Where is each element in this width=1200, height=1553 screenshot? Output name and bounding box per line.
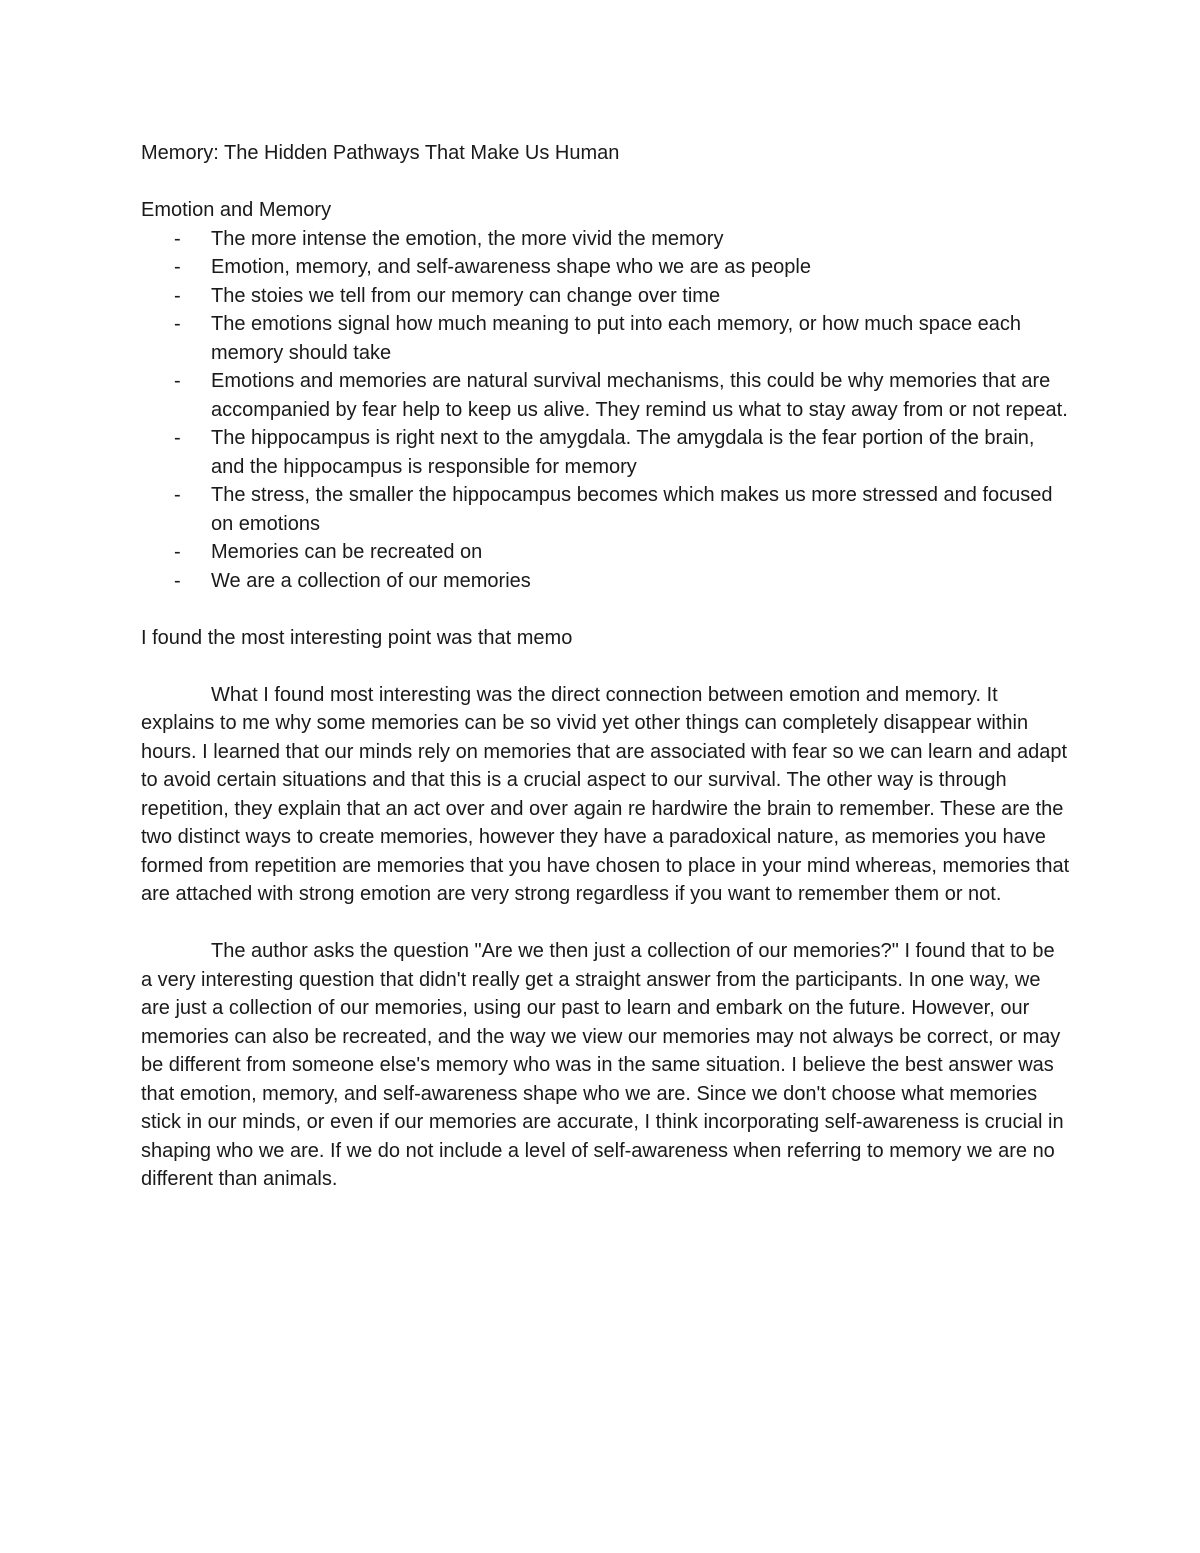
spacer bbox=[141, 595, 1071, 624]
section-heading: Emotion and Memory bbox=[141, 199, 332, 221]
list-item bbox=[141, 253, 1071, 282]
list-item-text: The stress, the smaller the hippocampus becomes which makes us more stressed and focused on emotions bbox=[211, 484, 1053, 535]
document-page bbox=[141, 139, 1071, 1194]
list-item bbox=[141, 282, 1071, 311]
bullet-marker: - bbox=[174, 313, 181, 335]
bullet-list bbox=[141, 225, 1071, 596]
bullet-marker: - bbox=[174, 569, 181, 592]
list-item bbox=[141, 538, 1071, 567]
bullet-marker: - bbox=[174, 541, 181, 563]
bullet-marker: - bbox=[174, 256, 181, 278]
list-item-text: The hippocampus is right next to the amygdala. The amygdala is the fear portion of the brain, and the hippocampus is responsible for memory bbox=[211, 427, 1035, 478]
list-item bbox=[141, 367, 1071, 424]
list-item-text: Emotions and memories are natural survival mechanisms, this could be why memories that are accompanied by fear help to keep us alive. They remind us what to stay away from or not repeat. bbox=[211, 370, 1068, 421]
list-item bbox=[141, 481, 1071, 538]
bullet-marker: - bbox=[174, 484, 181, 506]
bullet-marker: - bbox=[174, 370, 181, 392]
spacer bbox=[141, 909, 1071, 938]
spacer bbox=[141, 652, 1071, 681]
body-paragraph: The author asks the question "Are we then just a collection of our memories?" I found that to be a very interesting question that didn't really get a straight answer from the participants. In one way, we are just a collection of our memories, using our past to learn and embark on the future. However, our memories can also be recreated, and the way we view our memories may not always be correct, or may be different from someone else's memory who was in the same situation. I believe the best answer was that emotion, memory, and self-awareness shape who we are. Since we don't choose what memories stick in our minds, or even if our memories are accurate, I think incorporating self-awareness is crucial in shaping who we are. If we do not include a level of self-awareness when referring to memory we are no different than animals. bbox=[141, 940, 1064, 1190]
list-item bbox=[141, 225, 1071, 254]
list-item-text: The stoies we tell from our memory can change over time bbox=[211, 284, 721, 307]
list-item-text: Memories can be recreated on bbox=[211, 541, 483, 563]
bullet-marker: - bbox=[174, 427, 181, 449]
body-paragraph: What I found most interesting was the direct connection between emotion and memory. It explains to me why some memories can be so vivid yet other things can completely disappear within hours. I learned that our minds rely on memories that are associated with fear so we can learn and adapt to avoid certain situations and that this is a crucial aspect to our survival. The other way is through repetition, they explain that an act over and over again re hardwire the brain to remember. These are the two distinct ways to create memories, however they have a paradoxical nature, as memories you have formed from repetition are memories that you have chosen to place in your mind whereas, memories that are attached with strong emotion are very strong regardless if you want to remember them or not. bbox=[141, 683, 1070, 905]
list-item-text: The emotions signal how much meaning to put into each memory, or how much space each memory should take bbox=[211, 313, 1022, 364]
spacer bbox=[141, 168, 1071, 197]
document-title: Memory: The Hidden Pathways That Make Us Human bbox=[141, 142, 620, 164]
fragment-line: I found the most interesting point was that memo bbox=[141, 626, 573, 649]
list-item bbox=[141, 567, 1071, 596]
list-item-text: The more intense the emotion, the more vivid the memory bbox=[211, 227, 724, 250]
list-item-text: We are a collection of our memories bbox=[211, 569, 531, 592]
bullet-marker: - bbox=[174, 227, 181, 250]
list-item bbox=[141, 424, 1071, 481]
list-item-text: Emotion, memory, and self-awareness shape who we are as people bbox=[211, 256, 811, 278]
list-item bbox=[141, 310, 1071, 367]
bullet-marker: - bbox=[174, 284, 181, 307]
